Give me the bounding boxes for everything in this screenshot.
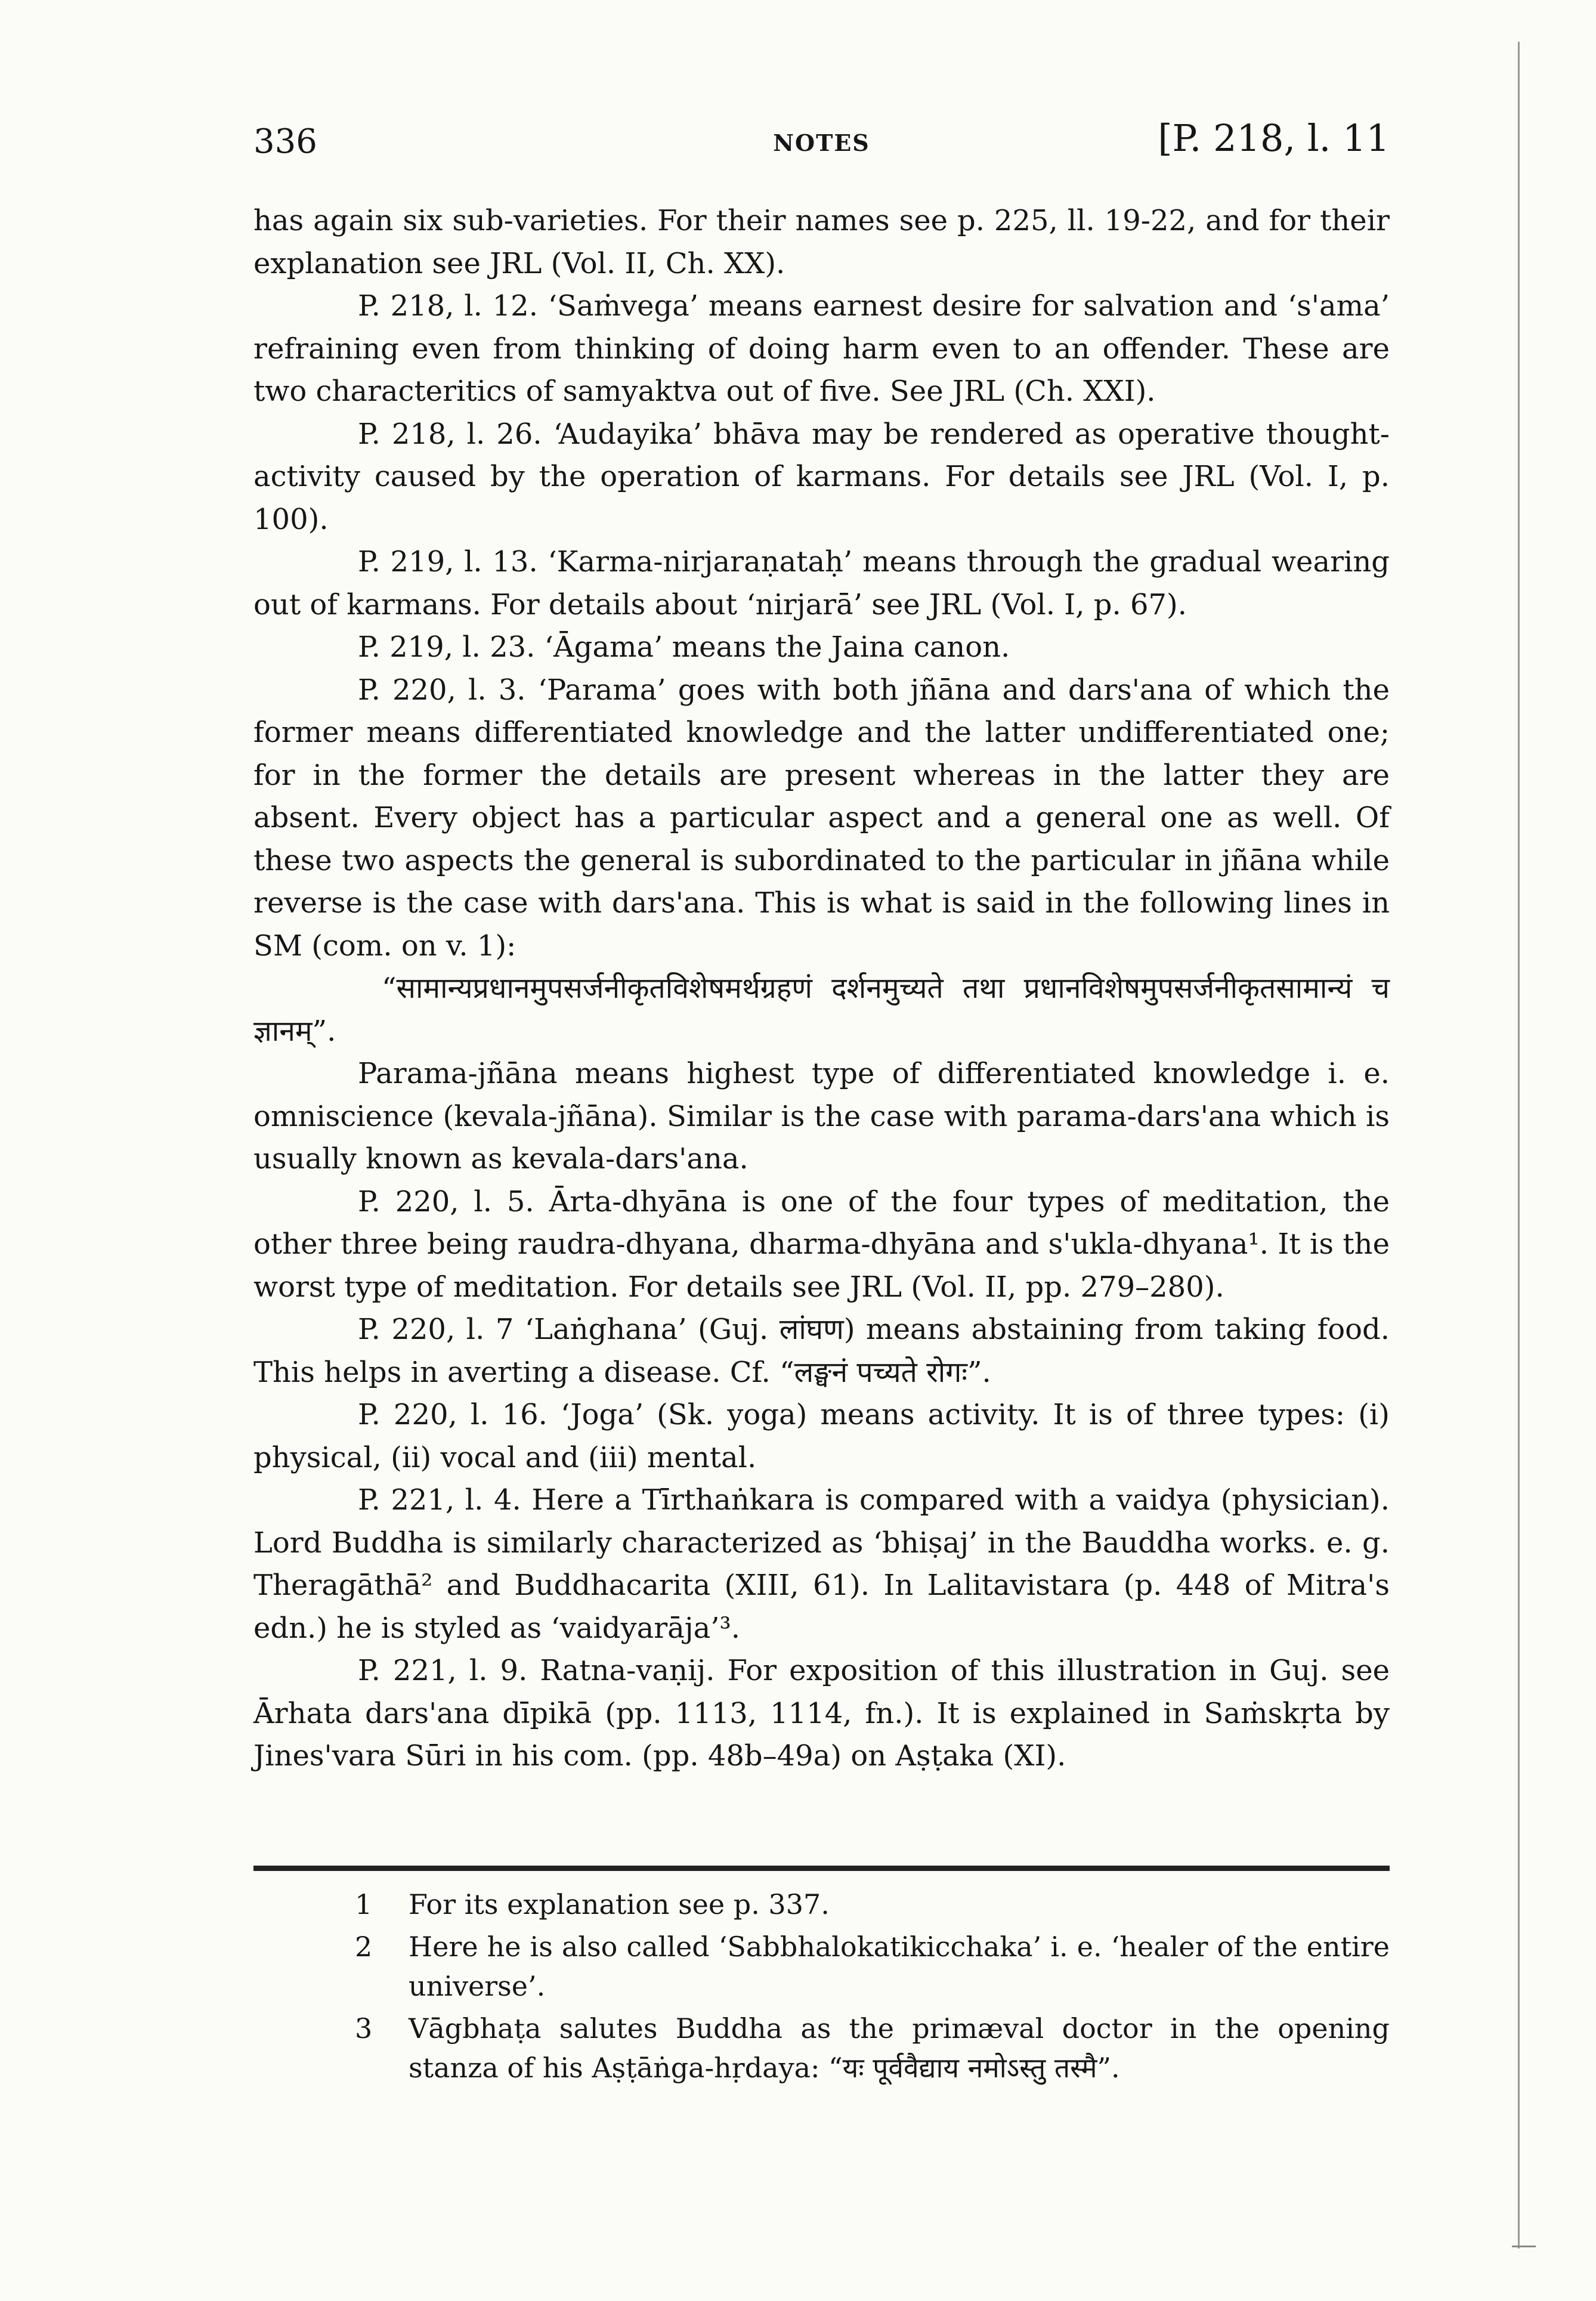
notes-body [253,200,1390,1778]
footnote-text: For its explanation see p. 337. [409,1888,830,1920]
running-header [253,116,1390,170]
footnote-number: 2 [355,1931,373,1963]
note-paragraph: has again six sub-varieties. For their names see p. 225, ll. 19-22, and for their explanation see JRL (Vol. II, Ch. XX). [253,204,1390,280]
footnote-number: 1 [355,1888,373,1920]
note-paragraph: P. 220, l. 16. ‘Joga’ (Sk. yoga) means activity. It is of three types: (i) physical, (ii) vocal and (iii) mental. [253,1398,1390,1474]
footnote [253,1927,1390,2006]
footnote-number: 3 [355,2012,373,2045]
note-paragraph: P. 218, l. 26. ‘Audayika’ bhāva may be rendered as operative thought-activity caused by the operation of karmans. For details see JRL (Vol. I, p. 100). [253,417,1390,536]
note-paragraph: P. 218, l. 12. ‘Saṁvega’ means earnest desire for salvation and ‘s'ama’ refraining even from thinking of doing harm even to an offender. These are two characteritics of samyaktva out of five. See JRL (Ch. XXI). [253,289,1390,408]
note-paragraph: P. 220, l. 3. ‘Parama’ goes with both jñāna and dars'ana of which the former means differentiated knowledge and the latter undifferentiated one; for in the former the details are present whereas in the latter they are absent. Every object has a particular aspect and a general one as well. Of these two aspects the general is subordinated to the particular in jñāna while reverse is the case with dars'ana. This is what is said in the following lines in SM (com. on v. 1): [253,673,1390,963]
footnote [253,2009,1390,2087]
note-paragraph: P. 219, l. 23. ‘Āgama’ means the Jaina canon. [358,630,1010,664]
footnote-text: Here he is also called ‘Sabbhalokatikicchaka’ i. e. ‘healer of the entire universe’. [409,1931,1390,2002]
note-paragraph: Parama-jñāna means highest type of differentiated knowledge i. e. omniscience (kevala-jñāna). Similar is the case with parama-dars'ana which is usually known as kevala-dars'ana. [253,1057,1390,1176]
footnote [253,1885,1390,1924]
footnotes [253,1885,1390,2090]
footnote-text: Vāgbhaṭa salutes Buddha as the primæval doctor in the opening stanza of his Aṣṭāṅga-hṛdaya: “यः पूर्ववैद्याय नमोऽस्तु तस्मै”. [409,2012,1390,2084]
note-paragraph: P. 220, l. 7 ‘Laṅghana’ (Guj. लांघण) means abstaining from taking food. This helps in averting a disease. Cf. “लङ्घनं पच्यते रोगः”. [253,1313,1390,1389]
note-paragraph: P. 221, l. 9. Ratna-vaṇij. For exposition of this illustration in Guj. see Ārhata dars'ana dīpikā (pp. 1113, 1114, fn.). It is explained in Saṁskṛta by Jines'vara Sūri in his com. (pp. 48b–49a) on Aṣṭaka (XI). [253,1654,1390,1773]
sanskrit-quote: “सामान्यप्रधानमुपसर्जनीकृतविशेषमर्थग्रहणं दर्शनमुच्यते तथा प्रधानविशेषमुपसर्जनीकृतसामान्यं च ज्ञानम्”. [253,972,1390,1048]
section-title: NOTES [773,129,870,156]
page-edge-mark [1512,2246,1536,2247]
header-reference: [P. 218, l. 11 [1158,116,1390,160]
note-paragraph: P. 220, l. 5. Ārta-dhyāna is one of the four types of meditation, the other three being raudra-dhyana, dharma-dhyāna and s'ukla-dhyana¹. It is the worst type of meditation. For details see JRL (Vol. II, pp. 279–280). [253,1184,1390,1304]
page-edge-rule [1518,42,1520,2249]
footnote-separator [253,1866,1390,1871]
note-paragraph: P. 221, l. 4. Here a Tīrthaṅkara is compared with a vaidya (physician). Lord Buddha is similarly characterized as ‘bhiṣaj’ in the Bauddha works. e. g. Theragāthā² and Buddhacarita (XIII, 61). In Lalitavistara (p. 448 of Mitra's edn.) he is styled as ‘vaidyarāja’³. [253,1483,1390,1645]
note-paragraph: P. 219, l. 13. ‘Karma-nirjaraṇataḥ’ means through the gradual wearing out of karmans. For details about ‘nirjarā’ see JRL (Vol. I, p. 67). [253,545,1390,621]
page-number: 336 [253,122,317,161]
